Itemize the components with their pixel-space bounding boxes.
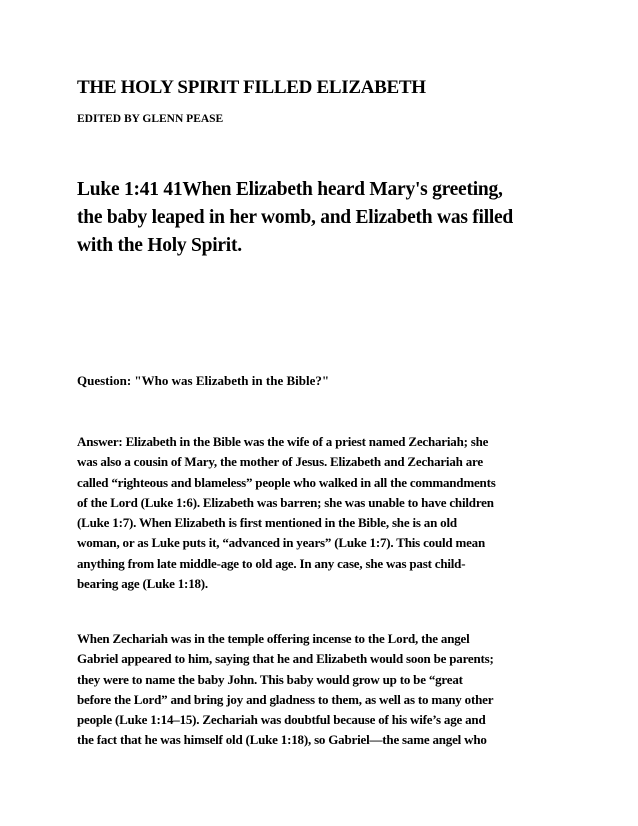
answer-line: Answer: Elizabeth in the Bible was the wife of a priest named Zechariah; she bbox=[77, 434, 489, 449]
answer-paragraph bbox=[77, 432, 567, 594]
verse-line: with the Holy Spirit. bbox=[77, 235, 242, 256]
answer-line: (Luke 1:7). When Elizabeth is first mentioned in the Bible, she is an old bbox=[77, 515, 457, 531]
answer-line: anything from late middle-age to old age. In any case, she was past child- bbox=[77, 555, 466, 571]
verse-line: the baby leaped in her womb, and Elizabeth was filled bbox=[77, 207, 514, 228]
question-heading: Question: "Who was Elizabeth in the Bible?" bbox=[77, 373, 330, 388]
answer-line: of the Lord (Luke 1:6). Elizabeth was barren; she was unable to have children bbox=[77, 494, 494, 510]
body-paragraph bbox=[77, 629, 567, 751]
document-subtitle: EDITED BY GLENN PEASE bbox=[77, 113, 224, 125]
answer-line: called “righteous and blameless” people who walked in all the commandments bbox=[77, 474, 496, 490]
answer-line: bearing age (Luke 1:18). bbox=[77, 576, 208, 592]
paragraph-line: they were to name the baby John. This baby would grow up to be “great bbox=[77, 671, 463, 687]
verse-line: Luke 1:41 41When Elizabeth heard Mary's greeting, bbox=[77, 179, 503, 200]
paragraph-line: people (Luke 1:14–15). Zechariah was doubtful because of his wife’s age and bbox=[77, 712, 486, 728]
paragraph-line: When Zechariah was in the temple offering incense to the Lord, the angel bbox=[77, 631, 470, 646]
scripture-verse bbox=[77, 176, 562, 260]
paragraph-line: Gabriel appeared to him, saying that he and Elizabeth would soon be parents; bbox=[77, 651, 494, 667]
answer-line: woman, or as Luke puts it, “advanced in years” (Luke 1:7). This could mean bbox=[77, 535, 485, 551]
paragraph-line: before the Lord” and bring joy and gladness to them, as well as to many other bbox=[77, 691, 494, 707]
paragraph-line: the fact that he was himself old (Luke 1:18), so Gabriel—the same angel who bbox=[77, 732, 487, 748]
answer-line: was also a cousin of Mary, the mother of Jesus. Elizabeth and Zechariah are bbox=[77, 454, 483, 470]
document-title: THE HOLY SPIRIT FILLED ELIZABETH bbox=[77, 77, 426, 98]
